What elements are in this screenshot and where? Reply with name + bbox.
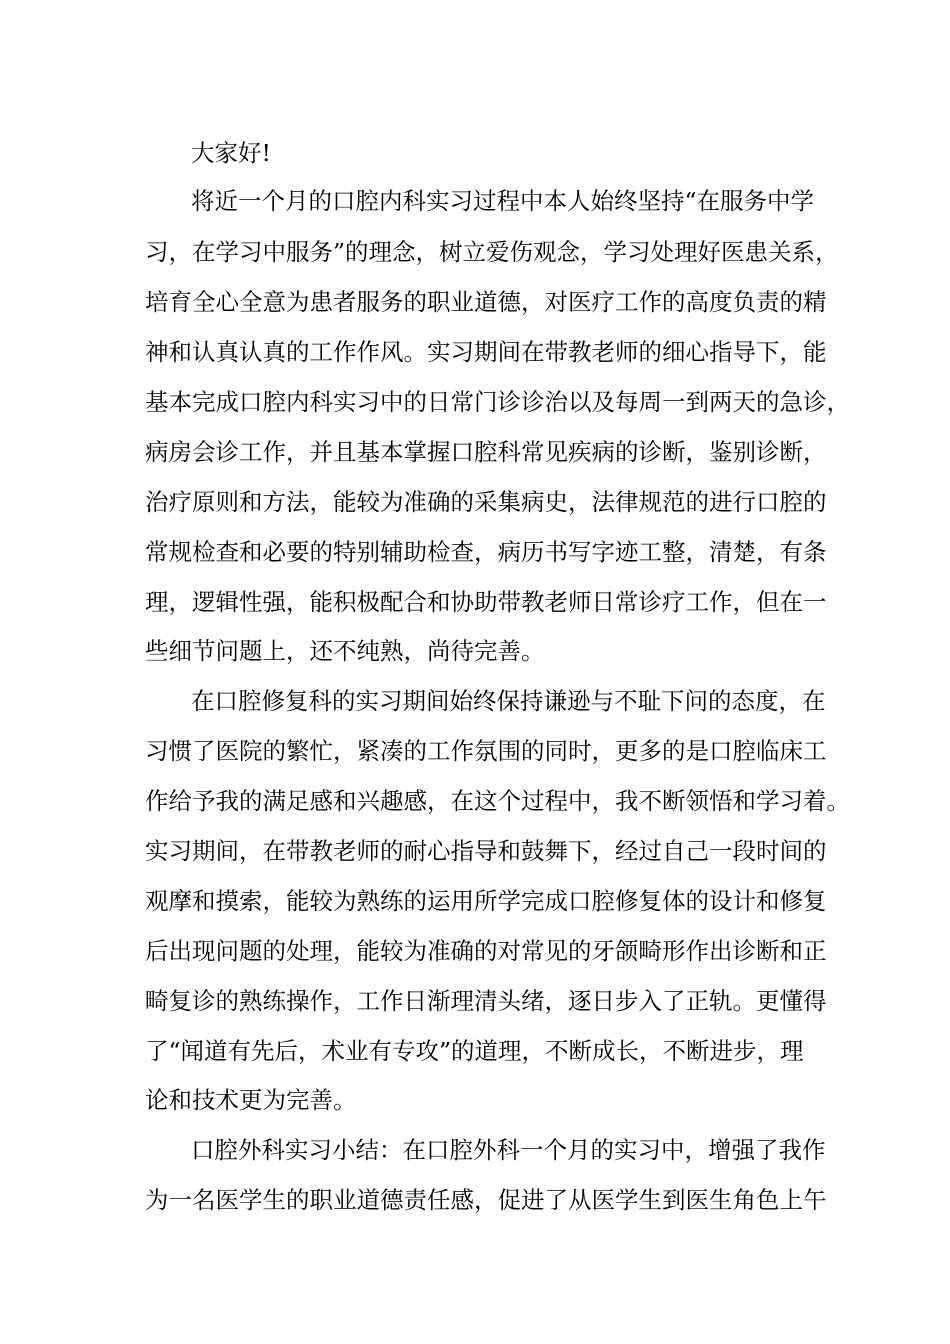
paragraph-2-line-3: 作给予我的满足感和兴趣感，在这个过程中，我不断领悟和学习着。 — [145, 787, 850, 815]
greeting: 大家好! — [191, 139, 271, 167]
paragraph-1-line-6: 病房会诊工作，并且基本掌握口腔科常见疾病的诊断，鉴别诊断， — [145, 438, 827, 466]
paragraph-1-line-1: 将近一个月的口腔内科实习过程中本人始终坚持“在服务中学 — [191, 187, 815, 215]
paragraph-2-line-7: 畸复诊的熟练操作，工作日渐理清头绪，逐日步入了正轨。更懂得 — [145, 987, 827, 1015]
paragraph-2-line-4: 实习期间，在带教老师的耐心指导和鼓舞下，经过自己一段时间的 — [145, 837, 827, 865]
paragraph-1-line-10: 些细节问题上，还不纯熟，尚待完善。 — [145, 637, 545, 665]
paragraph-2-line-8: 了“闻道有先后，术业有专攻”的道理，不断成长，不断进步，理 — [145, 1037, 804, 1065]
paragraph-2-line-9: 论和技术更为完善。 — [145, 1086, 357, 1114]
paragraph-3-line-1: 口腔外科实习小结：在口腔外科一个月的实习中，增强了我作 — [191, 1136, 826, 1164]
paragraph-2-line-1: 在口腔修复科的实习期间始终保持谦逊与不耻下问的态度，在 — [191, 687, 826, 715]
paragraph-2-line-5: 观摩和摸索，能较为熟练的运用所学完成口腔修复体的设计和修复 — [145, 887, 827, 915]
paragraph-1-line-3: 培育全心全意为患者服务的职业道德，对医疗工作的高度负责的精 — [145, 288, 827, 316]
paragraph-3-line-2: 为一名医学生的职业道德责任感，促进了从医学生到医生角色上午 — [145, 1186, 827, 1214]
paragraph-1-line-8: 常规检查和必要的特别辅助检查，病历书写字迹工整，清楚，有条 — [145, 538, 827, 566]
paragraph-1-line-5: 基本完成口腔内科实习中的日常门诊诊治以及每周一到两天的急诊， — [145, 388, 850, 416]
paragraph-2-line-6: 后出现问题的处理，能较为准确的对常见的牙颌畸形作出诊断和正 — [145, 937, 827, 965]
paragraph-1-line-4: 神和认真认真的工作作风。实习期间在带教老师的细心指导下，能 — [145, 338, 827, 366]
paragraph-2-line-2: 习惯了医院的繁忙，紧凑的工作氛围的同时，更多的是口腔临床工 — [145, 737, 827, 765]
paragraph-1-line-7: 治疗原则和方法，能较为准确的采集病史，法律规范的进行口腔的 — [145, 488, 827, 516]
paragraph-1-line-2: 习，在学习中服务”的理念，树立爱伤观念，学习处理好医患关系， — [145, 238, 839, 266]
paragraph-1-line-9: 理，逻辑性强，能积极配合和协助带教老师日常诊疗工作，但在一 — [145, 588, 827, 616]
